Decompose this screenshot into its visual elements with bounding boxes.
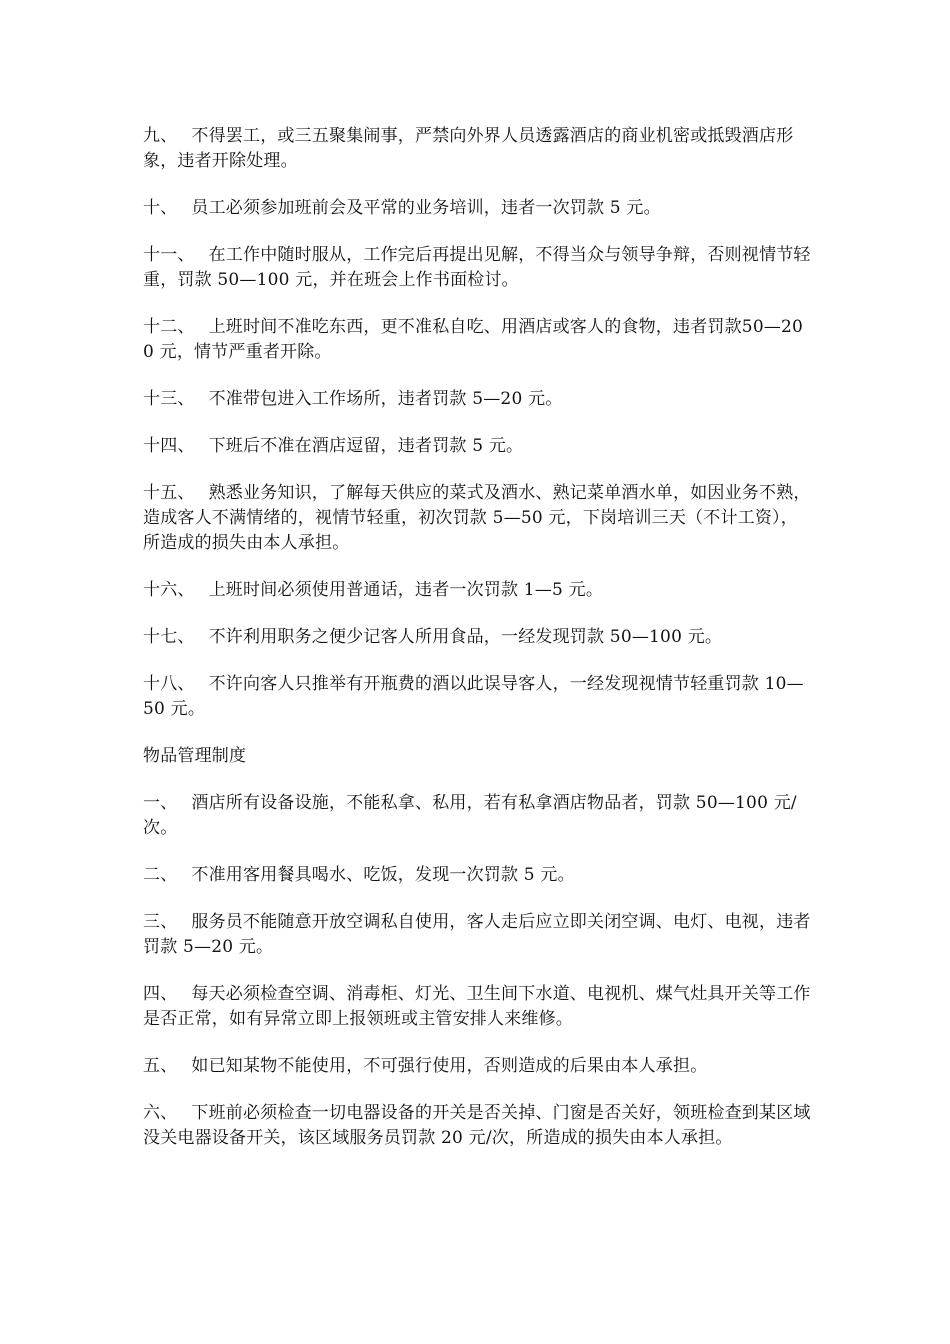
rule-number: 十三、 — [143, 389, 195, 409]
rule-paragraph — [143, 625, 811, 650]
rule-text: 服务员不能随意开放空调私自使用，客人走后应立即关闭空调、电灯、电视，违者罚款 5—20 元。 — [143, 912, 811, 957]
rule-paragraph — [143, 791, 811, 841]
rule-paragraph — [143, 387, 811, 412]
rule-text: 不准带包进入工作场所，违者罚款 5—20 元。 — [208, 389, 563, 409]
rule-text: 上班时间必须使用普通话，违者一次罚款 1—5 元。 — [208, 580, 604, 600]
rule-number: 一、 — [143, 793, 178, 813]
rule-text: 如已知某物不能使用，不可强行使用，否则造成的后果由本人承担。 — [191, 1056, 708, 1076]
section-title: 物品管理制度 — [143, 746, 247, 766]
rule-paragraph — [143, 434, 811, 459]
rule-number: 五、 — [143, 1056, 178, 1076]
rule-paragraph — [143, 243, 811, 293]
rule-text: 不得罢工，或三五聚集闹事，严禁向外界人员透露酒店的商业机密或抵毁酒店形象，违者开除处理。 — [143, 126, 794, 171]
rule-paragraph — [143, 910, 811, 960]
rule-paragraph — [143, 863, 811, 888]
rule-text: 在工作中随时服从，工作完后再提出见解，不得当众与领导争辩，否则视情节轻重，罚款 50—100 元，并在班会上作书面检讨。 — [143, 245, 811, 290]
document-body — [143, 124, 811, 1173]
rule-number: 二、 — [143, 865, 178, 885]
rule-text: 下班前必须检查一切电器设备的开关是否关掉、门窗是否关好，领班检查到某区域没关电器设备开关，该区域服务员罚款 20 元/次，所造成的损失由本人承担。 — [143, 1103, 811, 1148]
rule-number: 十一、 — [143, 245, 195, 265]
rule-text: 不许利用职务之便少记客人所用食品，一经发现罚款 50—100 元。 — [208, 627, 723, 647]
rule-number: 十四、 — [143, 436, 195, 456]
rule-number: 十八、 — [143, 674, 195, 694]
rule-number: 九、 — [143, 126, 178, 146]
rule-paragraph — [143, 982, 811, 1032]
rule-number: 三、 — [143, 912, 178, 932]
rule-paragraph — [143, 315, 811, 365]
rule-paragraph — [143, 1101, 811, 1151]
rule-paragraph — [143, 1054, 811, 1079]
rule-number: 十七、 — [143, 627, 195, 647]
rule-paragraph — [143, 196, 811, 221]
rule-number: 十五、 — [143, 483, 195, 503]
rule-paragraph — [143, 124, 811, 174]
rule-text: 熟悉业务知识，了解每天供应的菜式及酒水、熟记菜单酒水单，如因业务不熟，造成客人不满情绪的，视情节轻重，初次罚款 5—50 元，下岗培训三天（不计工资），所造成的损失由本人承担。 — [143, 483, 811, 553]
rule-text: 酒店所有设备设施，不能私拿、私用，若有私拿酒店物品者，罚款 50—100 元/次。 — [143, 793, 797, 838]
rule-text: 不准用客用餐具喝水、吃饭，发现一次罚款 5 元。 — [191, 865, 575, 885]
rule-text: 不许向客人只推举有开瓶费的酒以此误导客人，一经发现视情节轻重罚款 10—50 元。 — [143, 674, 804, 719]
rule-text: 下班后不准在酒店逗留，违者罚款 5 元。 — [208, 436, 524, 456]
rule-number: 六、 — [143, 1103, 178, 1123]
rule-number: 十二、 — [143, 317, 195, 337]
rule-paragraph — [143, 481, 811, 556]
rule-text: 每天必须检查空调、消毒柜、灯光、卫生间下水道、电视机、煤气灶具开关等工作是否正常，如有异常立即上报领班或主管安排人来维修。 — [143, 984, 811, 1029]
rule-number: 十、 — [143, 198, 178, 218]
rule-paragraph — [143, 672, 811, 722]
rule-number: 四、 — [143, 984, 178, 1004]
rule-text: 上班时间不准吃东西，更不准私自吃、用酒店或客人的食物，违者罚款50—200 元，情节严重者开除。 — [143, 317, 804, 362]
rule-text: 员工必须参加班前会及平常的业务培训，违者一次罚款 5 元。 — [191, 198, 661, 218]
rule-number: 十六、 — [143, 580, 195, 600]
rule-paragraph — [143, 578, 811, 603]
